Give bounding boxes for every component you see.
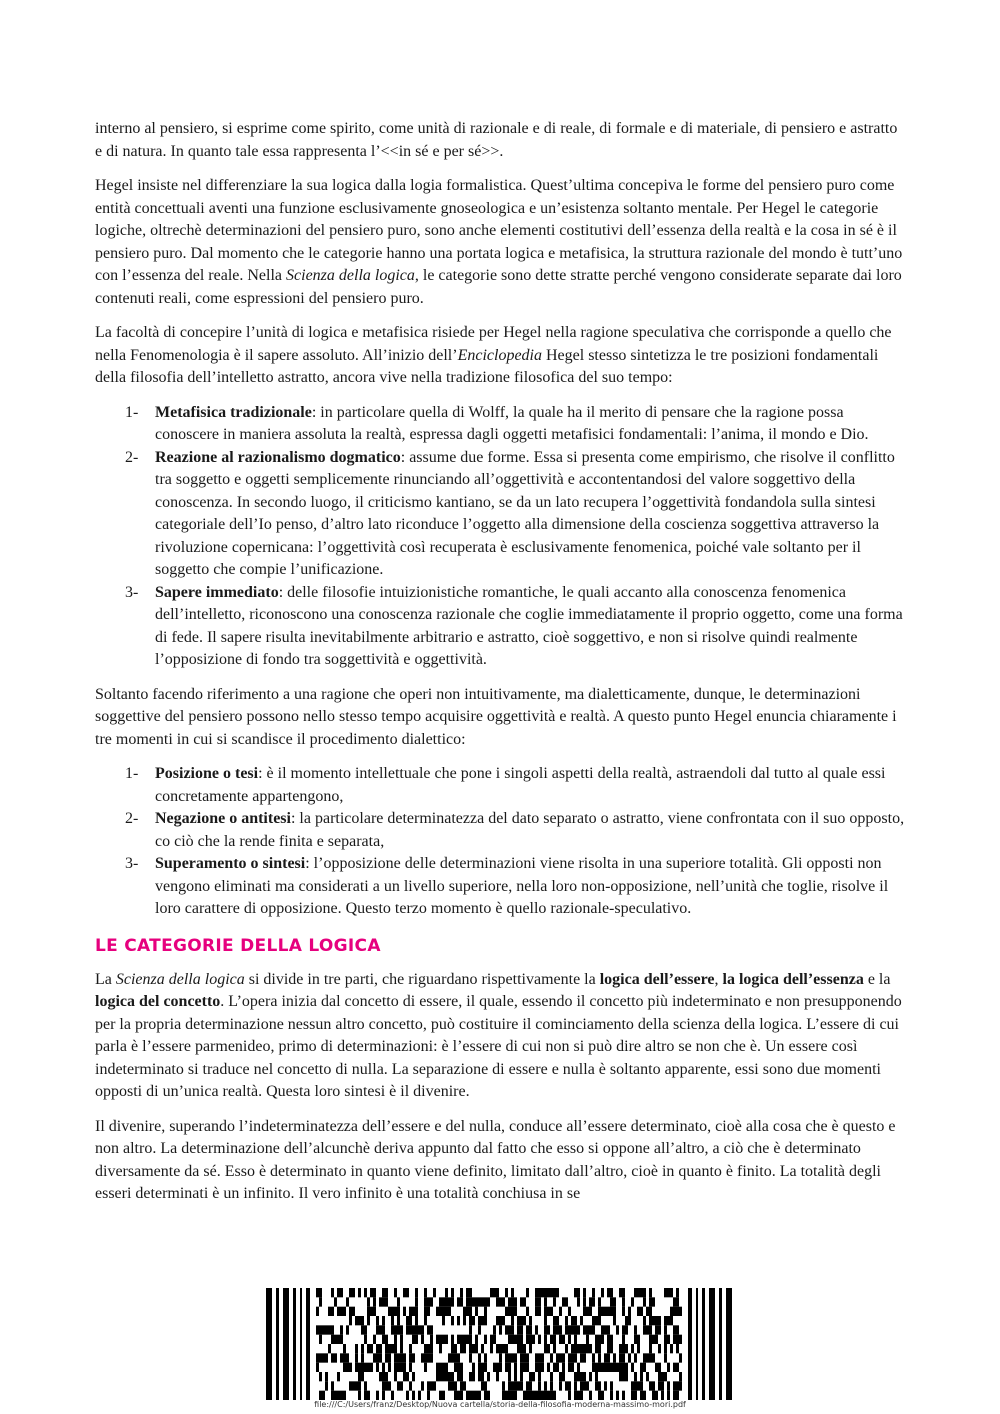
positions-list — [95, 402, 905, 672]
document-body — [95, 118, 905, 1218]
file-path: file:///C:/Users/franz/Desktop/Nuova cartella/storia-della-filosofia-moderna-massimo-mori.pdf — [314, 1400, 686, 1409]
paragraph: La Scienza della logica si divide in tre parti, che riguardano rispettivamente la logica dell’essere, la logica dell’essenza e la logica del concetto. L’opera inizia dal concetto di essere, il quale, essendo il concetto più indeterminato e non presupponendo per la propria determinazione nessun altro concetto, può costituire il cominciamento della scienza della logica. L’essere di cui parla è l’essere parmenideo, primo di determinazioni: è l’essere di cui non si può dire altro se non che è. Un essere così indeterminato si traduce nel concetto di nulla. La separazione di essere e nulla è soltanto apparente, essi sono due momenti opposti di un’unica realtà. Questa loro sintesi è il divenire. — [95, 970, 902, 1100]
list-item: 1- Posizione o tesi: è il momento intellettuale che pone i singoli aspetti della realtà, astraendoli dal tutto al quale essi concretamente appartengono, — [125, 765, 886, 805]
list-item: 2- Reazione al razionalismo dogmatico: assume due forme. Essa si presenta come empirismo, che risolve il conflitto tra soggetto e oggetti semplicemente rinunciando all’oggettività e accontentandosi del valore soggettivo della conoscenza. In secondo luogo, il criticismo kantiano, se da un lato recupera l’oggettività fondandola sulla sintesi categoriale dell’Io penso, d’altro lato riconduce l’oggetto alla dimensione della coscienza soggettiva attraverso la rivoluzione copernicana: l’oggettività così recuperata è esclusivamente fenomenica, poiché vale soltanto per il soggetto che compie l’unificazione. — [125, 448, 895, 578]
barcode-image — [262, 1288, 736, 1400]
italic-title: Enciclopedia — [457, 346, 542, 364]
paragraph: Il divenire, superando l’indeterminatezza dell’essere e del nulla, conduce all’essere determinato, cioè alla cosa che è questo e non altro. La determinazione dell’alcunchè deriva appunto dal fatto che esso si oppone all’altro, a ciò che è determinato diversamente da sé. Esso è determinato in quanto viene definito, limitato dall’altro, cioè in quanto è finito. La totalità degli esseri determinati è un infinito. Il vero infinito è una totalità conchiusa in se — [95, 1117, 896, 1202]
paragraph: Hegel insiste nel differenziare la sua logica dalla logia formalistica. Quest’ultima concepiva le forme del pensiero puro come entità concettuali aventi una funzione esclusivamente gnoseologica e un’esistenza soltanto mentale. Per Hegel le categorie logiche, oltrechè determinazioni del pensiero puro, sono anche elementi costitutivi dell’essenza della realtà e la cosa in sé è il pensiero puro. Dal momento che le categorie hanno una portata logica e metafisica, la struttura razionale del mondo è tutt’uno con l’essenza del reale. Nella Scienza della logica, le categorie sono dette stratte perché vengono considerate separate dai loro contenuti reali, come espressioni del pensiero puro. — [95, 177, 903, 307]
paragraph: La facoltà di concepire l’unità di logica e metafisica risiede per Hegel nella ragione speculativa che corrisponde a quello che nella Fenomenologia è il sapere assoluto. All’inizio dell’Enciclopedia Hegel stesso sintetizza le tre posizioni fondamentali della filosofia dell’intelletto astratto, ancora vive nella tradizione filosofica del suo tempo: — [95, 324, 892, 386]
paragraph: interno al pensiero, si esprime come spirito, come unità di razionale e di reale, di formale e di materiale, di pensiero e astratto e di natura. In quanto tale essa rappresenta l’<<in sé e per sé>>. — [95, 120, 898, 160]
paragraph: Soltanto facendo riferimento a una ragione che operi non intuitivamente, ma dialetticamente, dunque, le determinazioni soggettive del pensiero possono nello stesso tempo acquisire oggettività e realtà. A questo punto Hegel enuncia chiaramente i tre momenti in cui si scandisce il procedimento dialettico: — [95, 685, 897, 748]
section-heading: LE CATEGORIE DELLA LOGICA — [95, 935, 381, 956]
dialectic-list — [95, 763, 905, 921]
list-item: 2- Negazione o antitesi: la particolare determinatezza del dato separato o astratto, viene confrontata con il suo opposto, co ciò che la rende finita e separata, — [125, 810, 905, 850]
list-item: 3- Sapere immediato: delle filosofie intuizionistiche romantiche, le quali accanto alla conoscenza fenomenica dell’intelletto, riconoscono una conoscenza razionale che coglie immediatamente il proprio oggetto, come una forma di fede. Il sapere risulta inevitabilmente arbitrario e astratto, cioè soggettivo, e non si risolve quindi realmente l’opposizione di fondo tra soggettività e oggettività. — [125, 583, 903, 668]
list-item: 3- Superamento o sintesi: l’opposizione delle determinazioni viene risolta in una superiore totalità. Gli opposti non vengono eliminati ma considerati a un livello superiore, nella loro non-opposizione, nell’unità che toglie, risolve il loro carattere di opposizione. Questo terzo momento è quello razionale-speculativo. — [125, 855, 889, 917]
italic-title: Scienza della logica — [286, 267, 415, 284]
list-item: 1- Metafisica tradizionale: in particolare quella di Wolff, la quale ha il merito di pensare che la ragione possa conoscere in maniera assoluta la realtà, espressa dagli oggetti metafisici fondamentali: l’anima, il mondo e Dio. — [125, 403, 869, 443]
